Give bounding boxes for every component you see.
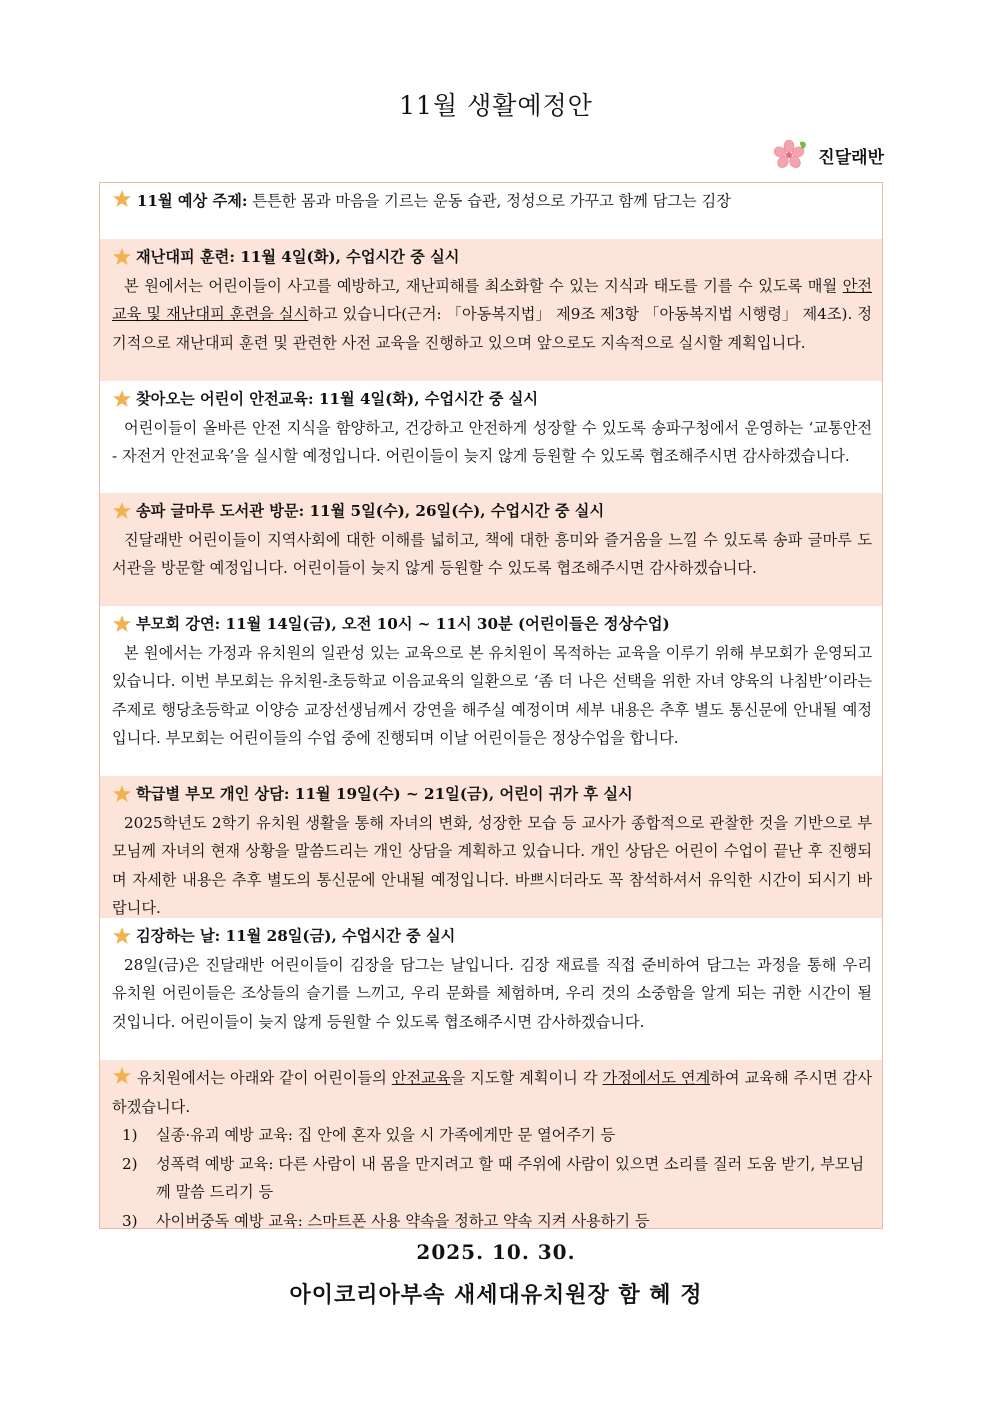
notice-text: 을 지도할 계획이니 각 (450, 1069, 603, 1087)
notice-underlined-text: 가정에서도 연계 (602, 1069, 711, 1087)
section-body: 진달래반 어린이들이 지역사회에 대한 이해를 넓히고, 책에 대한 흥미와 즐거움을 느낄 수 있도록 송파 글마루 도서관을 방문할 예정입니다. 어린이들이 늦지 않게 등원할 수 있도록 협조해주시면 감사하겠습니다. (112, 530, 872, 577)
list-item (112, 1121, 872, 1150)
document-date: 2025. 10. 30. (416, 1240, 576, 1264)
section-safety-education (100, 381, 882, 493)
body-underlined-text: 안전교육 및 재난대피 훈련을 실시 (112, 276, 872, 323)
section-label: 11월 예상 주제: (136, 192, 248, 210)
section-label: 김장하는 날: 11월 28일(금), 수업시간 중 실시 (136, 927, 456, 945)
class-name: 진달래반 (818, 147, 884, 168)
section-label: 학급별 부모 개인 상담: 11월 19일(수) ~ 21일(금), 어린이 귀가 후 실시 (136, 785, 633, 803)
section-label: 재난대피 훈련: 11월 4일(화), 수업시간 중 실시 (136, 248, 460, 266)
section-library-visit (100, 493, 882, 606)
star-icon (112, 247, 132, 267)
section-parents-lecture (100, 606, 882, 776)
star-icon (112, 501, 132, 521)
notice-text: 하여 교육해 주시면 감사하겠습니다. (112, 1069, 872, 1116)
list-item-number: 1) (122, 1126, 138, 1144)
list-item (112, 1207, 872, 1236)
section-parent-counseling (100, 776, 882, 918)
section-title-rest: 튼튼한 몸과 마음을 기르는 운동 습관, 정성으로 가꾸고 함께 담그는 김장 (247, 192, 731, 210)
section-kimjang-day (100, 918, 882, 1060)
notice-intro (112, 1064, 872, 1121)
notice-text: 유치원에서는 아래와 같이 어린이들의 (132, 1069, 392, 1087)
star-icon (112, 614, 132, 634)
section-disaster-drill (100, 239, 882, 381)
star-icon (112, 1066, 132, 1086)
list-item-text: 실종·유괴 예방 교육: 집 안에 혼자 있을 시 가족에게만 문 열어주기 등 (156, 1126, 616, 1144)
section-body: 28일(금)은 진달래반 어린이들이 김장을 담그는 날입니다. 김장 재료를 직접 준비하여 담그는 과정을 통해 우리 유치원 어린이들은 조상들의 슬기를 느끼고, 우리 문화를 체험하며, 우리 것의 소중함을 알게 되는 귀한 시간이 될 것입니다. 어린이들이 늦지 않게 등원할 수 있도록 협조해주시면 감사하겠습니다. (112, 955, 872, 1031)
star-icon (112, 389, 132, 409)
star-icon (112, 926, 132, 946)
section-body: 2025학년도 2학기 유치원 생활을 통해 자녀의 변화, 성장한 모습 등 교사가 종합적으로 관찰한 것을 기반으로 부모님께 자녀의 현재 상황을 말씀드리는 개인 상담을 계획하고 있습니다. 개인 상담은 어린이 수업이 끝난 후 진행되며 자세한 내용은 추후 별도의 통신문에 안내될 예정입니다. 바쁘시더라도 꼭 참석하셔서 유익한 시간이 되시기 바랍니다. (112, 813, 872, 917)
cherry-blossom-icon (774, 138, 808, 172)
signature: 아이코리아부속 새세대유치원장 함 혜 정 (289, 1282, 703, 1308)
section-theme (100, 183, 882, 239)
list-item-text: 사이버중독 예방 교육: 스마트폰 사용 약속을 정하고 약속 지켜 사용하기 등 (156, 1211, 650, 1230)
list-item (112, 1150, 872, 1207)
class-label (774, 138, 884, 172)
section-body: 어린이들이 올바른 안전 지식을 함양하고, 건강하고 안전하게 성장할 수 있도록 송파구청에서 운영하는 ‘교통안전 - 자전거 안전교육’을 실시할 예정입니다. 어린이들이 늦지 않게 등원할 수 있도록 협조해주시면 감사하겠습니다. (112, 418, 872, 465)
section-label: 찾아오는 어린이 안전교육: 11월 4일(화), 수업시간 중 실시 (136, 390, 539, 408)
star-icon (112, 784, 132, 804)
section-label: 송파 글마루 도서관 방문: 11월 5일(수), 26일(수), 수업시간 중 실시 (136, 502, 605, 520)
section-safety-notice (100, 1060, 882, 1228)
body-text: 하고 있습니다(근거: 「아동복지법」 제9조 제3항 「아동복지법 시행령」 제4조). 정기적으로 재난대피 훈련 및 관련한 사전 교육을 진행하고 있으며 앞으로도 지속적으로 실시할 계획입니다. (112, 305, 872, 352)
star-icon (112, 189, 132, 209)
section-body (112, 272, 872, 358)
notice-underlined-text: 안전교육 (391, 1069, 451, 1087)
page-title: 11월 생활예정안 (399, 91, 593, 120)
schedule-box (99, 182, 883, 1229)
section-label: 부모회 강연: 11월 14일(금), 오전 10시 ~ 11시 30분 (어린이들은 정상수업) (136, 615, 670, 633)
list-item-number: 3) (122, 1211, 138, 1230)
body-text: 본 원에서는 어린이들이 사고를 예방하고, 재난피해를 최소화할 수 있는 지식과 태도를 기를 수 있도록 매월 (124, 276, 843, 295)
list-item-text: 성폭력 예방 교육: 다른 사람이 내 몸을 만지려고 할 때 주위에 사람이 있으면 소리를 질러 도움 받기, 부모님께 말씀 드리기 등 (156, 1154, 865, 1201)
section-body: 본 원에서는 가정과 유치원의 일관성 있는 교육으로 본 유치원이 목적하는 교육을 이루기 위해 부모회가 운영되고 있습니다. 이번 부모회는 유치원-초등학교 이음교육의 일환으로 ‘좀 더 나은 선택을 위한 자녀 양육의 나침반’이라는 주제로 행당초등학교 이양승 교장선생님께서 강연을 해주실 예정이며 세부 내용은 추후 별도 통신문에 안내될 예정입니다. 부모회는 어린이들의 수업 중에 진행되며 이날 어린이들은 정상수업을 합니다. (112, 643, 872, 747)
list-item-number: 2) (122, 1154, 138, 1173)
